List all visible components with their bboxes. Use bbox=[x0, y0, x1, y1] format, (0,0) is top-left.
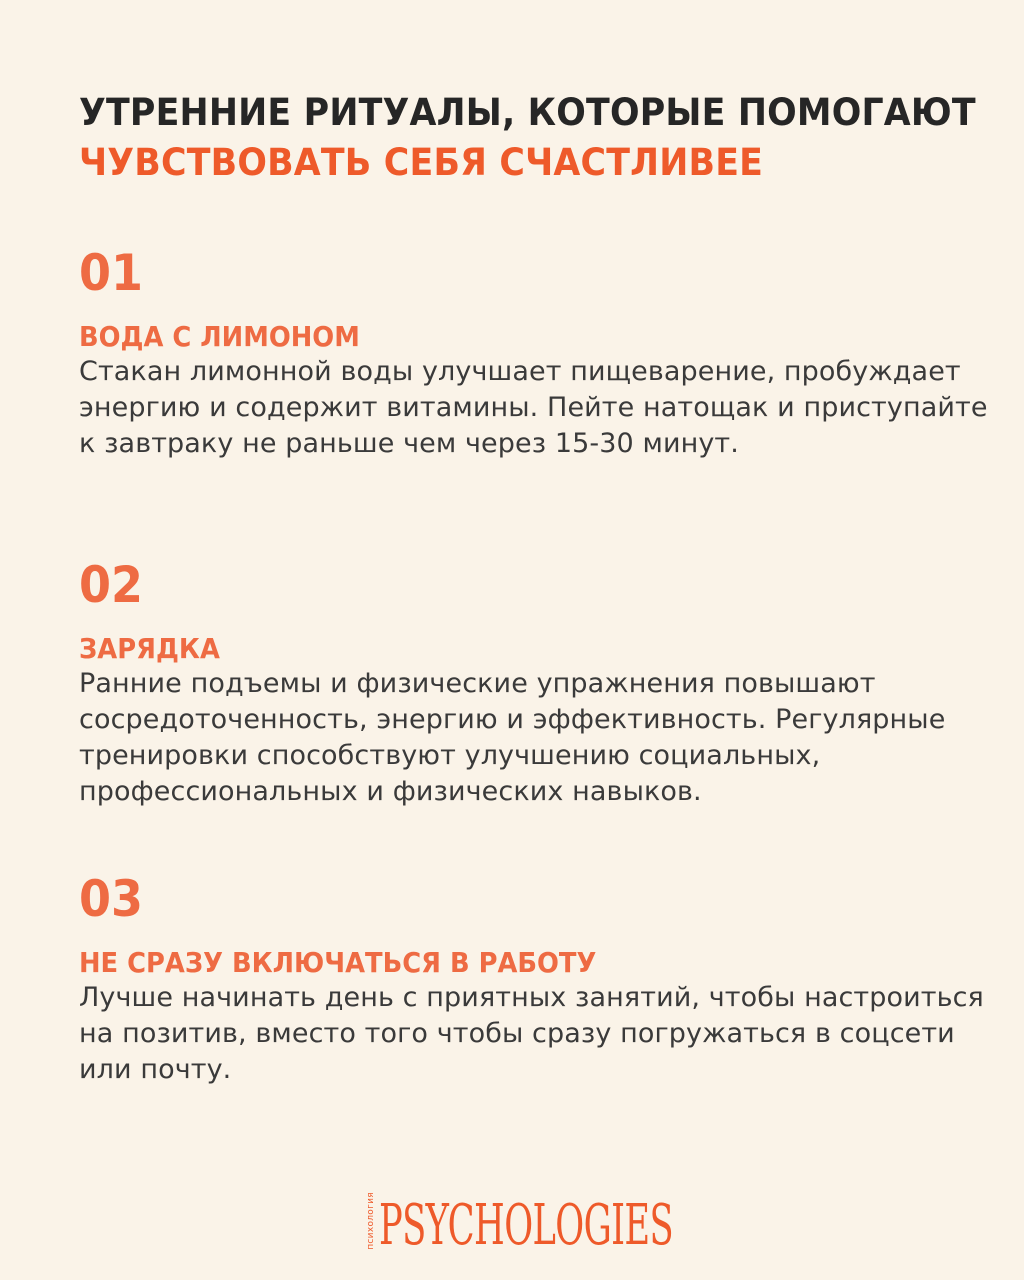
ritual-item-1 bbox=[79, 244, 988, 462]
title-line-1: УТРЕННИЕ РИТУАЛЫ, КОТОРЫЕ ПОМОГАЮТ bbox=[79, 91, 976, 134]
logo-wordmark: PSYCHOLOGIES bbox=[379, 1193, 674, 1258]
logo-small-text: психология bbox=[366, 1192, 376, 1250]
psychologies-logo bbox=[366, 1192, 846, 1258]
title-line-2: ЧУВСТВОВАТЬ СЕБЯ СЧАСТЛИВЕЕ bbox=[79, 141, 764, 184]
ritual-item-3 bbox=[79, 870, 984, 1088]
ritual-item-2 bbox=[79, 557, 979, 810]
item-heading: НЕ СРАЗУ ВКЛЮЧАТЬСЯ В РАБОТУ bbox=[79, 946, 597, 979]
page-title bbox=[79, 88, 976, 188]
item-text: Ранние подъемы и физические упражнения повышают сосредоточенность, энергию и эффективность. Регулярные тренировки способствуют улучшению социальных, профессиональных и физических навыков. bbox=[79, 668, 946, 807]
item-number: 03 bbox=[79, 870, 144, 928]
item-number: 02 bbox=[79, 556, 144, 614]
item-heading: ВОДА С ЛИМОНОМ bbox=[79, 320, 360, 353]
item-text: Стакан лимонной воды улучшает пищеварение, пробуждает энергию и содержит витамины. Пейте натощак и приступайте к завтраку не раньше чем через 15-30 минут. bbox=[79, 356, 988, 459]
item-number: 01 bbox=[79, 244, 144, 302]
item-text: Лучше начинать день с приятных занятий, чтобы настроиться на позитив, вместо того чтобы сразу погружаться в соцсети или почту. bbox=[79, 982, 984, 1085]
item-heading: ЗАРЯДКА bbox=[79, 632, 220, 665]
